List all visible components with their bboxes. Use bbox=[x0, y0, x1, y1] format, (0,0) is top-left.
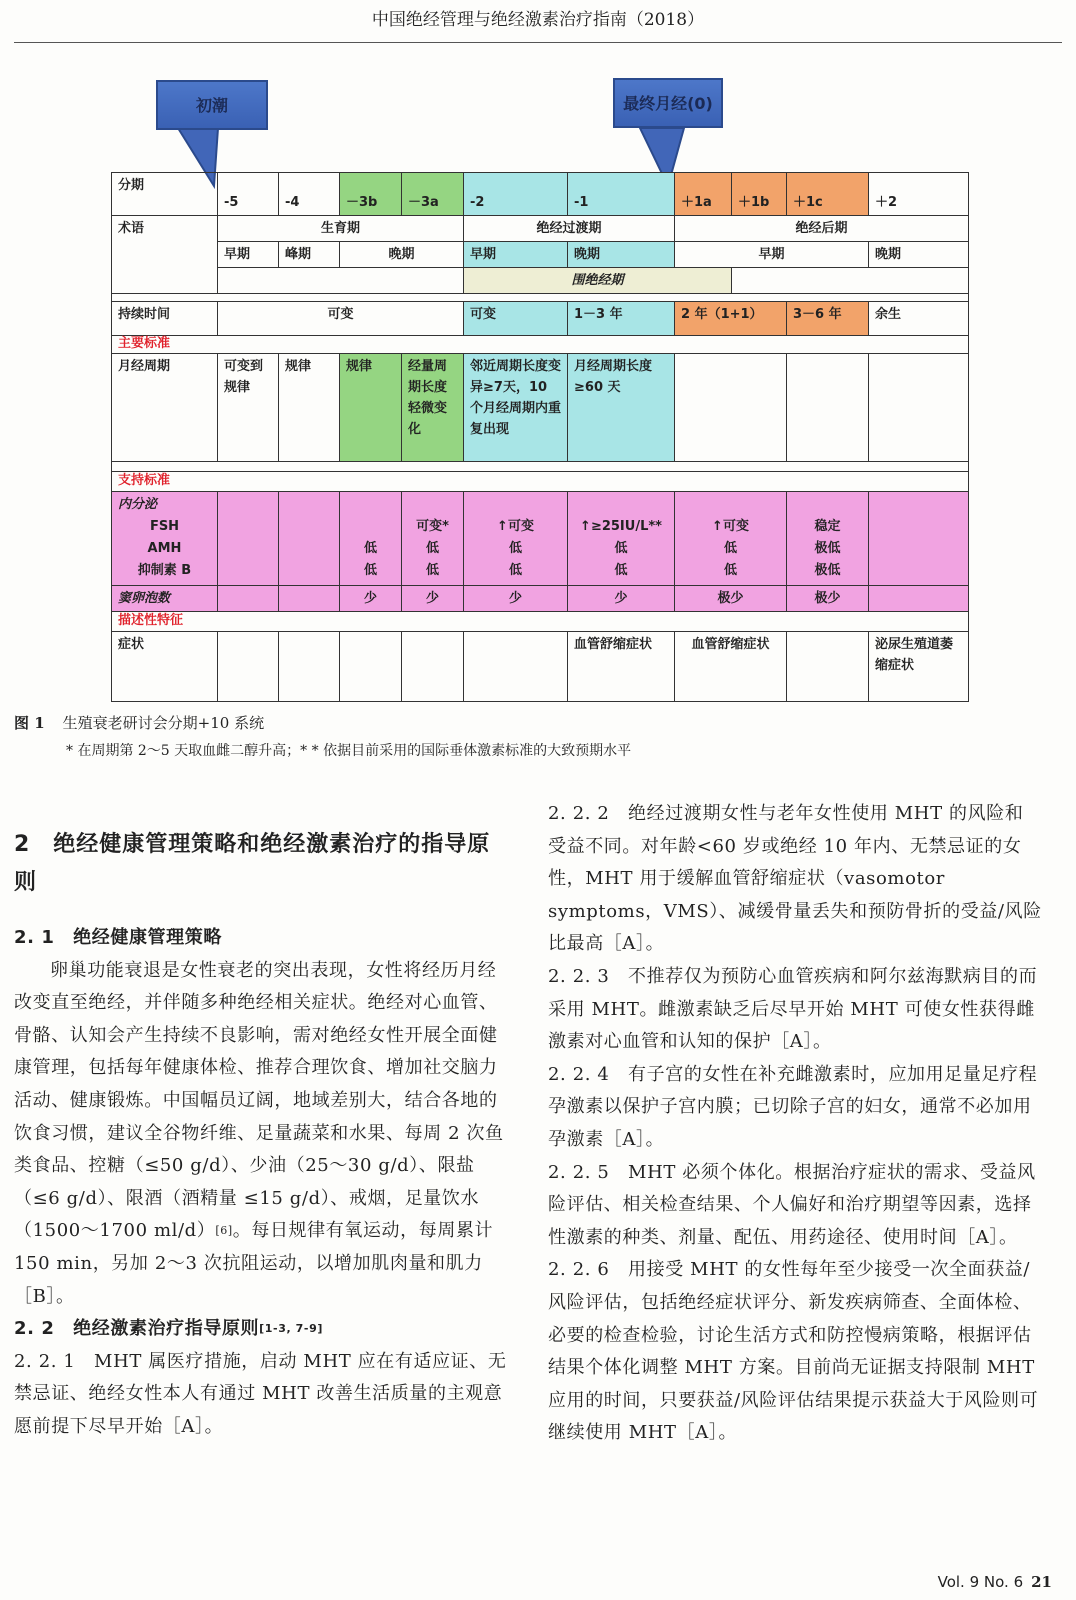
paragraph: 2. 2. 6 用接受 MHT 的女性每年至少接受一次全面获益/风险评估，包括绝经症状评分、新发疾病筛查、全面体检、必要的检查检验，讨论生活方式和防控慢病策略，根据评估结果个体化调整 MHT 方案。目前尚无证据支持限制 MHT 应用的时间，只要获益/风险评估结果提示获益大于风险则可继续使用 MHT［A］。 bbox=[548, 1259, 1039, 1444]
term-peak: 峰期 bbox=[279, 242, 340, 268]
term-early: 早期 bbox=[464, 242, 568, 268]
stage-cell: -2 bbox=[464, 173, 568, 216]
stage-cell: ＋1b bbox=[732, 173, 787, 216]
subsection-heading: 2. 2 绝经激素治疗指导原则[1-3, 7-9] bbox=[14, 1318, 323, 1340]
subsection-heading: 2. 1 绝经健康管理策略 bbox=[14, 927, 222, 948]
figure-note: * 在周期第 2～5 天取血雌二醇升高；* * 依据目前采用的国际垂体激素标准的大致预期水平 bbox=[66, 743, 632, 759]
term-perimenopause: 围绝经期 bbox=[464, 268, 732, 294]
row-label-afc: 窦卵泡数 bbox=[112, 586, 218, 612]
figure-caption bbox=[14, 712, 264, 733]
row-label-symptoms: 症状 bbox=[112, 632, 218, 702]
symptom-cell: 血管舒缩症状 bbox=[568, 632, 675, 702]
stage-cell: ＋2 bbox=[869, 173, 969, 216]
endocrine-cell: 稳定 极低 极低 bbox=[787, 492, 869, 586]
duration-variable: 可变 bbox=[218, 302, 464, 336]
cycle-cell: 经量周期长度轻微变化 bbox=[402, 354, 464, 462]
endocrine-cell: ↑可变 低 低 bbox=[675, 492, 787, 586]
term-reproductive: 生育期 bbox=[218, 216, 464, 242]
paragraph: 卵巢功能衰退是女性衰老的突出表现，女性将经历月经改变直至绝经，并伴随多种绝经相关症状。绝经对心血管、骨骼、认知会产生持续不良影响，需对绝经女性开展全面健康管理，包括每年健康体检、推荐合理饮食、增加社交脑力活动、健康锻炼。中国幅员辽阔，地域差别大，结合各地的饮食习惯，建议全谷物纤维、足量蔬菜和水果、每周 2 次鱼类食品、控糖（≤50 g/d）、少油（25～30 g/d）、限盐（≤6 g/d）、限酒（酒精量 ≤15 g/d）、戒烟，足量饮水（1500～1700 ml/d）[6]。每日规律有氧运动，每周累计 150 min，另加 2～3 次抗阻运动，以增加肌肉量和肌力［B］。 bbox=[14, 959, 504, 1307]
term-late: 晚期 bbox=[568, 242, 675, 268]
cycle-cell: 月经周期长度≥60 天 bbox=[568, 354, 675, 462]
duration-1-3-years: 1－3 年 bbox=[568, 302, 675, 336]
duration-remaining: 余生 bbox=[869, 302, 969, 336]
afc-cell: 少 bbox=[464, 586, 568, 612]
paragraph: 2. 2. 2 绝经过渡期女性与老年女性使用 MHT 的风险和受益不同。对年龄<60 岁或绝经 10 年内、无禁忌证的女性，MHT 用于缓解血管舒缩症状（vasomotor symptoms，VMS）、减缓骨量丢失和预防骨折的受益/风险比最高［A］。 bbox=[548, 803, 1042, 955]
afc-cell: 少 bbox=[402, 586, 464, 612]
endocrine-cell: ↑可变 低 低 bbox=[464, 492, 568, 586]
cycle-cell: 规律 bbox=[279, 354, 340, 462]
paragraph: 2. 2. 1 MHT 属医疗措施，启动 MHT 应在有适应证、无禁忌证、绝经女性本人有通过 MHT 改善生活质量的主观意愿前提下尽早开始［A］。 bbox=[14, 1350, 507, 1437]
stage-cell: -5 bbox=[218, 173, 279, 216]
callout-final-menstrual-period: 最终月经(0) bbox=[613, 78, 723, 128]
section-heading: 2 绝经健康管理策略和绝经激素治疗的指导原则 bbox=[14, 832, 491, 895]
running-head: 中国绝经管理与绝经激素治疗指南（2018） bbox=[14, 0, 1062, 43]
staging-table bbox=[111, 172, 969, 702]
afc-cell: 少 bbox=[340, 586, 402, 612]
term-late: 晚期 bbox=[869, 242, 969, 268]
figure-title: 生殖衰老研讨会分期+10 系统 bbox=[62, 714, 265, 732]
staging-figure bbox=[111, 172, 968, 705]
row-label-endocrine: 内分泌 FSH AMH 抑制素 B bbox=[112, 492, 218, 586]
row-label-stage: 分期 bbox=[112, 173, 218, 216]
cycle-cell: 规律 bbox=[340, 354, 402, 462]
term-early: 早期 bbox=[675, 242, 869, 268]
page-footer bbox=[938, 1573, 1052, 1591]
row-label-cycle: 月经周期 bbox=[112, 354, 218, 462]
duration-3-6-years: 3－6 年 bbox=[787, 302, 869, 336]
paragraph: 2. 2. 5 MHT 必须个体化。根据治疗症状的需求、受益风险评估、相关检查结果、个人偏好和治疗期望等因素，选择性激素的种类、剂量、配伍、用药途径、使用时间［A］。 bbox=[548, 1161, 1036, 1248]
cycle-cell: 邻近周期长度变异≥7天，10 个月经周期内重复出现 bbox=[464, 354, 568, 462]
section-principal-criteria: 主要标准 bbox=[112, 336, 969, 354]
paragraph: 2. 2. 3 不推荐仅为预防心血管疾病和阿尔兹海默病目的而采用 MHT。雌激素缺乏后尽早开始 MHT 可使女性获得雌激素对心血管和认知的保护［A］。 bbox=[548, 965, 1038, 1053]
endocrine-cell: ↑≥25IU/L** 低 低 bbox=[568, 492, 675, 586]
section-descriptive: 描述性特征 bbox=[112, 612, 969, 632]
endocrine-cell: 可变* 低 低 bbox=[402, 492, 464, 586]
endocrine-cell: 低 低 bbox=[340, 492, 402, 586]
page-number: 21 bbox=[1031, 1573, 1052, 1591]
symptom-cell: 血管舒缩症状 bbox=[675, 632, 787, 702]
figure-label: 图 1 bbox=[14, 714, 45, 732]
afc-cell: 极少 bbox=[787, 586, 869, 612]
term-transition: 绝经过渡期 bbox=[464, 216, 675, 242]
left-column bbox=[14, 826, 508, 1444]
section-supportive-criteria: 支持标准 bbox=[112, 472, 969, 492]
afc-cell: 少 bbox=[568, 586, 675, 612]
stage-cell: ＋1a bbox=[675, 173, 732, 216]
term-late: 晚期 bbox=[340, 242, 464, 268]
term-early: 早期 bbox=[218, 242, 279, 268]
stage-cell: -1 bbox=[568, 173, 675, 216]
stage-cell: -4 bbox=[279, 173, 340, 216]
duration-2-years: 2 年（1+1） bbox=[675, 302, 787, 336]
stage-cell: －3b bbox=[340, 173, 402, 216]
volume-info: Vol. 9 No. 6 bbox=[937, 1573, 1024, 1591]
term-postmenopause: 绝经后期 bbox=[675, 216, 969, 242]
cycle-cell: 可变到规律 bbox=[218, 354, 279, 462]
row-label-duration: 持续时间 bbox=[112, 302, 218, 336]
stage-row bbox=[112, 173, 969, 216]
paragraph: 2. 2. 4 有子宫的女性在补充雌激素时，应加用足量足疗程孕激素以保护子宫内膜；已切除子宫的妇女，通常不必加用孕激素［A］。 bbox=[548, 1063, 1038, 1150]
right-column bbox=[548, 798, 1042, 1450]
row-label-terminology: 术语 bbox=[112, 216, 218, 294]
callout-menarche: 初潮 bbox=[156, 80, 268, 130]
afc-cell: 极少 bbox=[675, 586, 787, 612]
stage-cell: －3a bbox=[402, 173, 464, 216]
symptom-cell: 泌尿生殖道萎缩症状 bbox=[869, 632, 969, 702]
stage-cell: ＋1c bbox=[787, 173, 869, 216]
duration-variable: 可变 bbox=[464, 302, 568, 336]
